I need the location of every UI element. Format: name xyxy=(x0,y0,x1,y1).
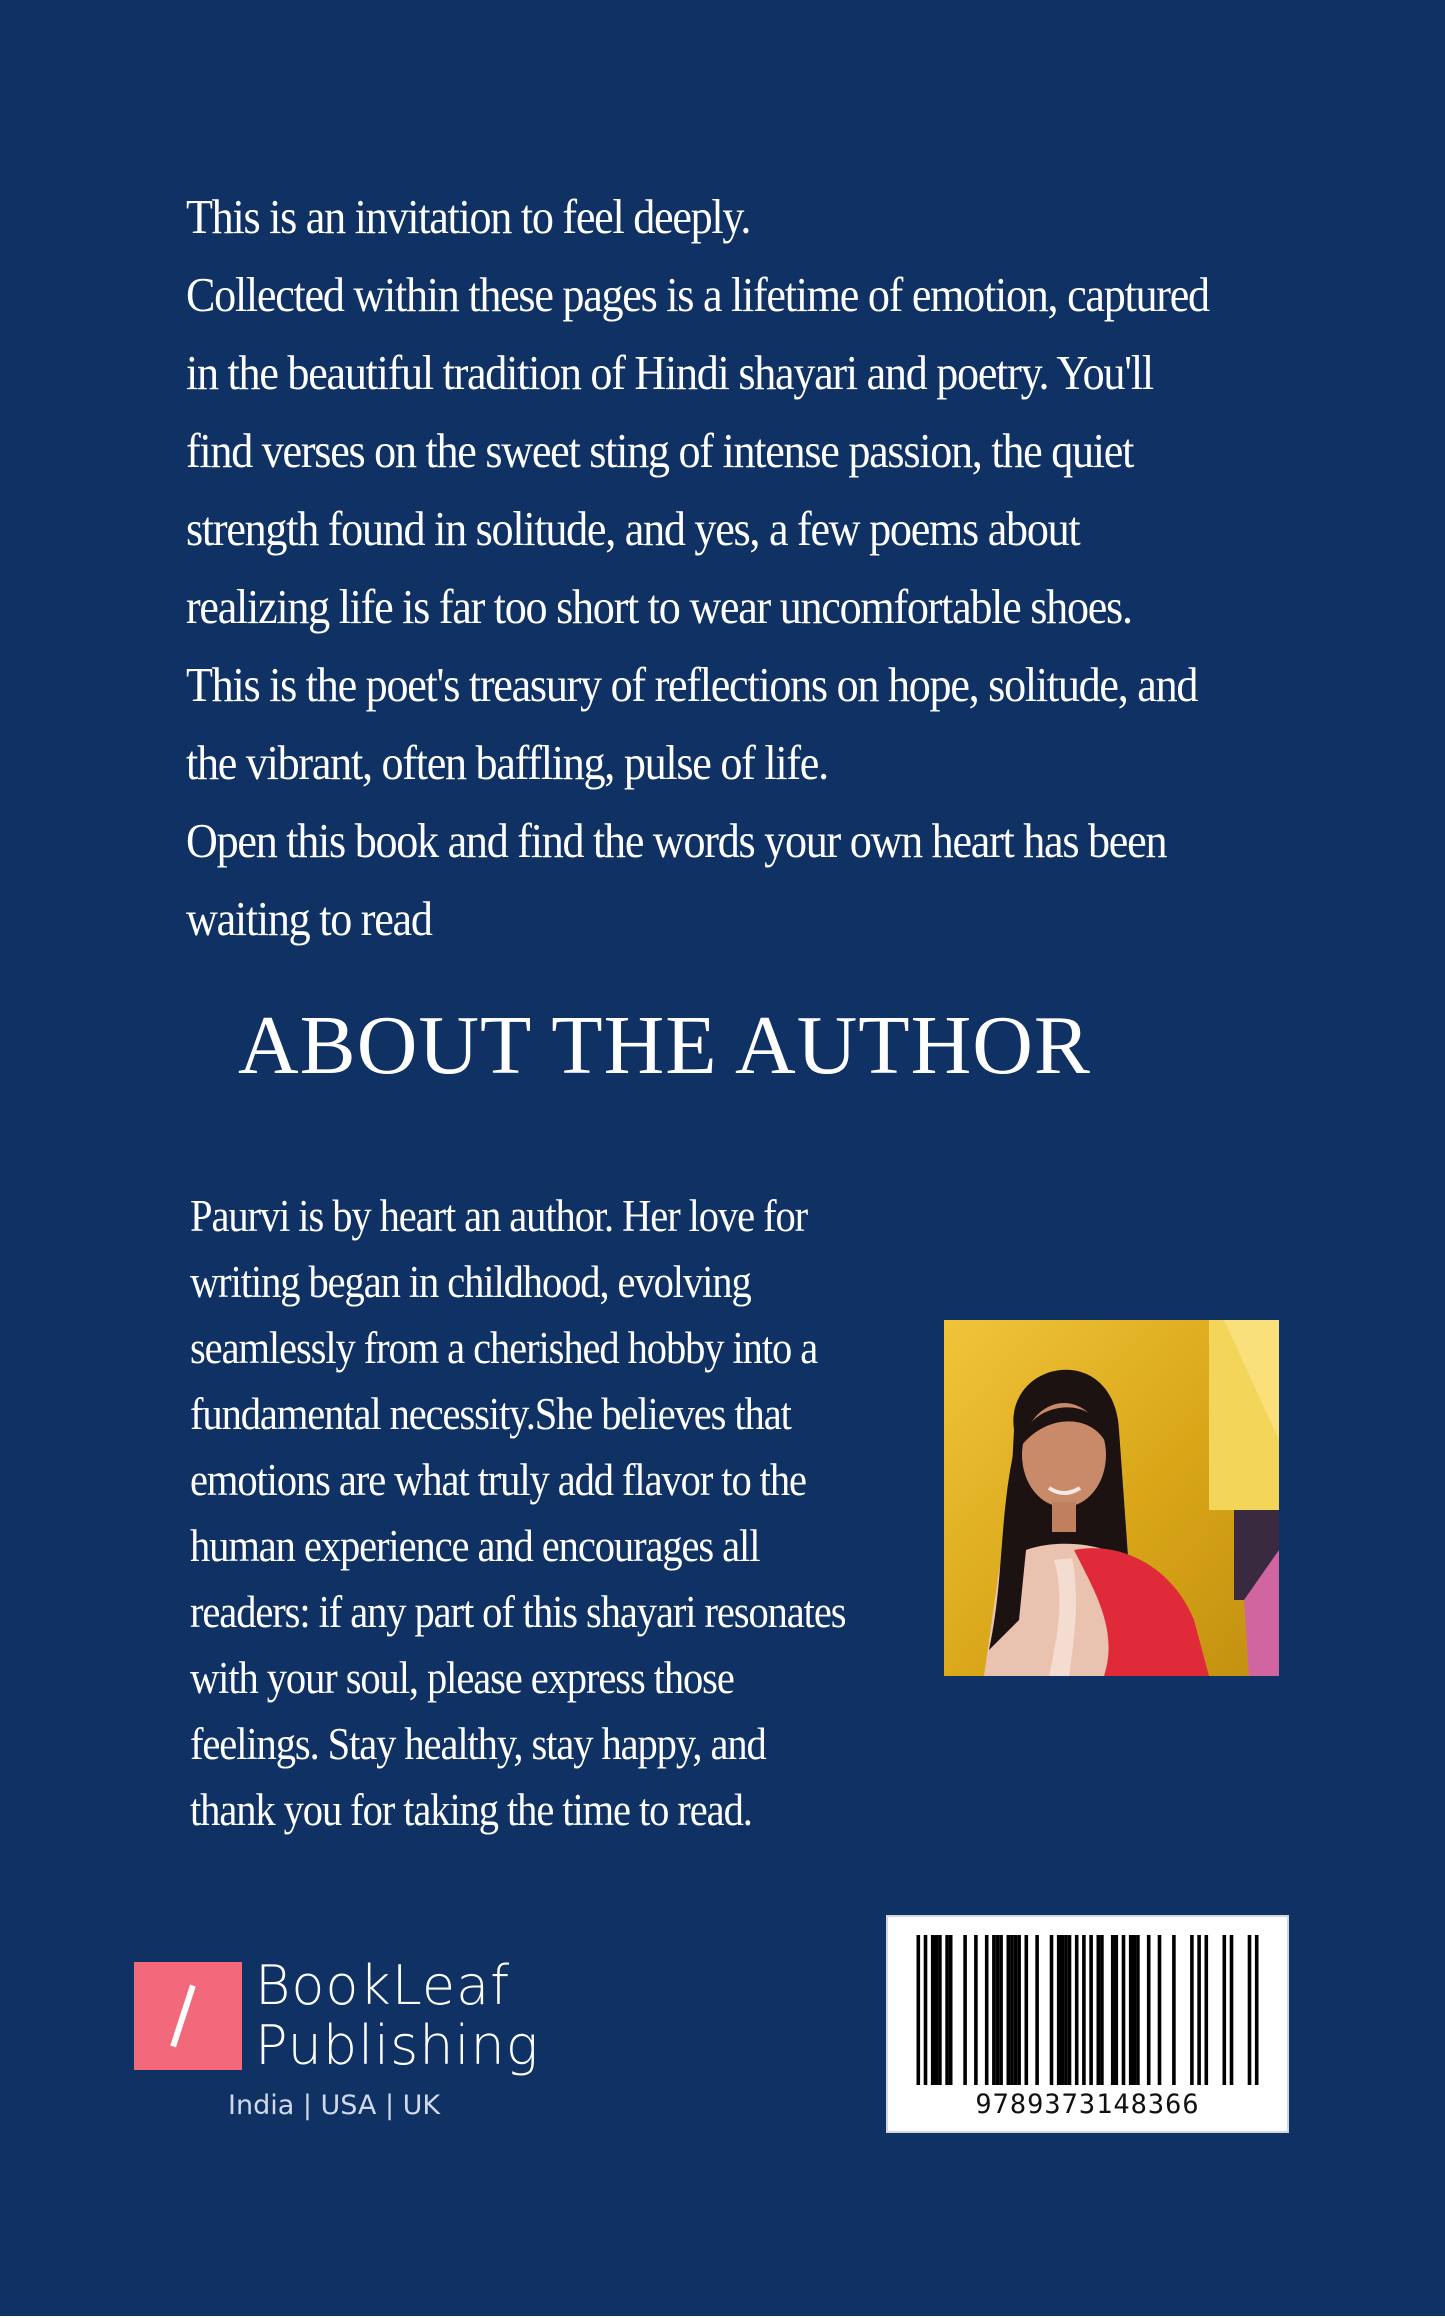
bio-line: writing began in childhood, evolving xyxy=(190,1257,751,1307)
barcode-bar xyxy=(1097,1935,1101,2085)
barcode-bar xyxy=(1057,1935,1061,2085)
publisher-regions: India | USA | UK xyxy=(228,2090,441,2121)
bio-line: readers: if any part of this shayari resonates xyxy=(190,1587,846,1637)
barcode-icon xyxy=(906,1935,1269,2085)
bio-line: thank you for taking the time to read. xyxy=(190,1785,752,1835)
publisher-name xyxy=(255,1956,539,2076)
barcode-bar xyxy=(1197,1935,1201,2085)
barcode-bar xyxy=(1025,1935,1029,2085)
barcode-bar xyxy=(1136,1935,1140,2085)
barcode-bar xyxy=(1230,1935,1234,2085)
barcode-bar xyxy=(1064,1935,1068,2085)
publisher-name-line2: Publishing xyxy=(255,2014,540,2077)
barcode-bar xyxy=(1133,1935,1137,2085)
barcode-bar xyxy=(1205,1935,1209,2085)
slash-icon xyxy=(170,1985,195,2048)
blurb-line: waiting to read xyxy=(186,891,432,946)
barcode-bar xyxy=(935,1935,939,2085)
barcode-bar xyxy=(1010,1935,1014,2085)
barcode-bar xyxy=(1075,1935,1079,2085)
isbn-barcode xyxy=(886,1915,1289,2133)
barcode-bar xyxy=(1050,1935,1054,2085)
barcode-bar xyxy=(1172,1935,1176,2085)
barcode-bar xyxy=(996,1935,1000,2085)
barcode-bar xyxy=(999,1935,1003,2085)
barcode-bar xyxy=(974,1935,978,2085)
barcode-bar xyxy=(1089,1935,1093,2085)
logo-mark xyxy=(134,1962,242,2070)
bio-line: with your soul, please express those xyxy=(190,1653,734,1703)
bio-line: feelings. Stay healthy, stay happy, and xyxy=(190,1719,766,1769)
blurb-line: in the beautiful tradition of Hindi shayari and poetry. You'll xyxy=(186,345,1153,400)
barcode-bar xyxy=(1115,1935,1119,2085)
barcode-bar xyxy=(963,1935,967,2085)
isbn-number: 9789373148366 xyxy=(975,2089,1200,2120)
bio-line: Paurvi is by heart an author. Her love for xyxy=(190,1191,808,1241)
barcode-bar xyxy=(1082,1935,1086,2085)
barcode-bar xyxy=(924,1935,928,2085)
blurb-line: Collected within these pages is a lifetime of emotion, captured xyxy=(186,267,1209,322)
bio-line: seamlessly from a cherished hobby into a xyxy=(190,1323,818,1373)
publisher-name-line1: BookLeaf xyxy=(255,1954,511,2017)
blurb-line: find verses on the sweet sting of intense passion, the quiet xyxy=(186,423,1134,478)
bio-line: human experience and encourages all xyxy=(190,1521,760,1571)
barcode-bar xyxy=(1111,1935,1115,2085)
barcode-bar xyxy=(1255,1935,1259,2085)
author-bio xyxy=(190,1183,950,1843)
barcode-bar xyxy=(1017,1935,1021,2085)
author-photo xyxy=(944,1320,1279,1676)
barcode-bar xyxy=(992,1935,996,2085)
blurb-line: realizing life is far too short to wear uncomfortable shoes. xyxy=(186,579,1132,634)
barcode-bar xyxy=(1223,1935,1227,2085)
blurb-line: Open this book and find the words your own heart has been xyxy=(186,813,1167,868)
about-author-heading: ABOUT THE AUTHOR xyxy=(238,999,1091,1092)
barcode-bar xyxy=(1014,1935,1018,2085)
blurb-line: This is the poet's treasury of reflections on hope, solitude, and xyxy=(186,657,1198,712)
blurb-line: strength found in solitude, and yes, a few poems about xyxy=(186,501,1080,556)
barcode-bar xyxy=(1068,1935,1072,2085)
barcode-bar xyxy=(1147,1935,1151,2085)
barcode-bar xyxy=(917,1935,921,2085)
barcode-bar xyxy=(1158,1935,1162,2085)
blurb-line: This is an invitation to feel deeply. xyxy=(186,189,751,244)
barcode-bar xyxy=(1190,1935,1194,2085)
barcode-bar xyxy=(1061,1935,1065,2085)
barcode-bar xyxy=(1100,1935,1104,2085)
barcode-bar xyxy=(1007,1935,1011,2085)
bio-line: emotions are what truly add flavor to the xyxy=(190,1455,806,1505)
barcode-bar xyxy=(1129,1935,1133,2085)
barcode-bar xyxy=(1248,1935,1252,2085)
barcode-bar xyxy=(931,1935,935,2085)
bio-line: fundamental necessity.She believes that xyxy=(190,1389,791,1439)
barcode-bar xyxy=(985,1935,989,2085)
book-blurb xyxy=(186,178,1286,958)
blurb-line: the vibrant, often baffling, pulse of life. xyxy=(186,735,828,790)
barcode-bar xyxy=(938,1935,942,2085)
publisher-logo xyxy=(134,1954,540,2132)
barcode-bar xyxy=(949,1935,953,2085)
barcode-bar xyxy=(1122,1935,1126,2085)
barcode-bar xyxy=(945,1935,949,2085)
barcode-bar xyxy=(1035,1935,1039,2085)
